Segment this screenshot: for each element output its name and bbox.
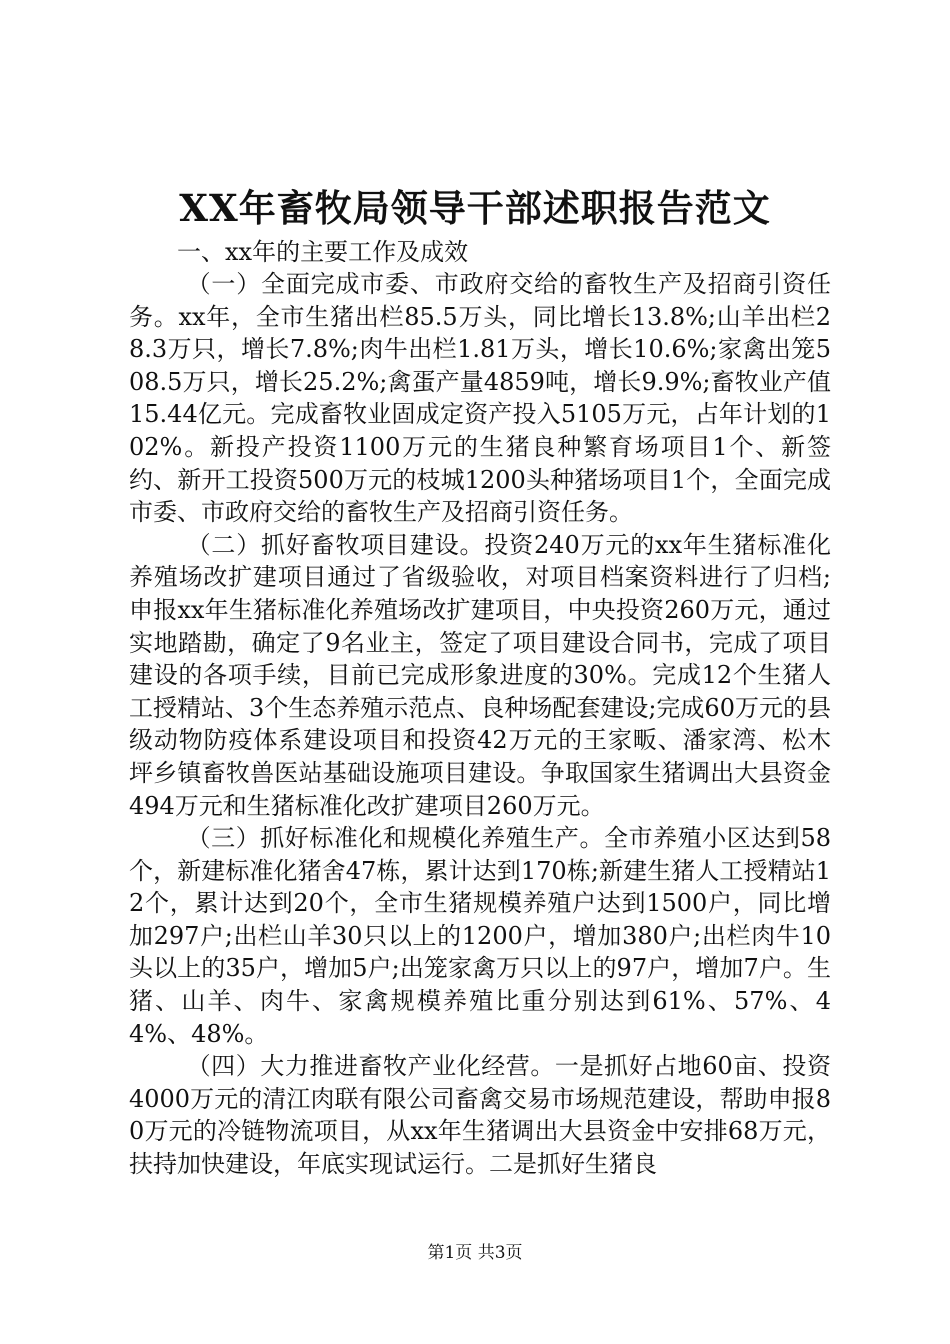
paragraph-1: （一）全面完成市委、市政府交给的畜牧生产及招商引资任务。xx年，全市生猪出栏85.5万头，同比增长13.8%;山羊出栏28.3万只，增长7.8%;肉牛出栏1.81万头，增长10.6%;家禽出笼508.5万只，增长25.2%;禽蛋产量4859吨，增长9.9%;畜牧业产值15.44亿元。完成畜牧业固成定资产投入5105万元，占年计划的102%。新投产投资1100万元的生猪良种繁育场项目1个、新签约、新开工投资500万元的枝城1200头种猪场项目1个，全面完成市委、市政府交给的畜牧生产及招商引资任务。 [129, 270, 831, 527]
page-footer: 第1页 共3页 [427, 1243, 523, 1263]
paragraph-2: （二）抓好畜牧项目建设。投资240万元的xx年生猪标准化养殖场改扩建项目通过了省级验收，对项目档案资料进行了归档;申报xx年生猪标准化养殖场改扩建项目，中央投资260万元，通过实地踏勘，确定了9名业主，签定了项目建设合同书，完成了项目建设的各项手续，目前已完成形象进度的30%。完成12个生猪人工授精站、3个生态养殖示范点、良种场配套建设;完成60万元的县级动物防疫体系建设项目和投资42万元的王家畈、潘家湾、松木坪乡镇畜牧兽医站基础设施项目建设。争取国家生猪调出大县资金494万元和生猪标准化改扩建项目260万元。 [129, 530, 831, 820]
paragraph-3: （三）抓好标准化和规模化养殖生产。全市养殖小区达到58个，新建标准化猪舍47栋，累计达到170栋;新建生猪人工授精站12个，累计达到20个，全市生猪规模养殖户达到1500户，同比增加297户;出栏山羊30只以上的1200户，增加380户;出栏肉牛10头以上的35户，增加5户;出笼家禽万只以上的97户，增加7户。生猪、山羊、肉牛、家禽规模养殖比重分别达到61%、57%、44%、48%。 [129, 824, 831, 1048]
paragraph-4: （四）大力推进畜牧产业化经营。一是抓好占地60亩、投资4000万元的清江肉联有限公司畜禽交易市场规范建设，帮助申报80万元的冷链物流项目，从xx年生猪调出大县资金中安排68万元，扶持加快建设，年底实现试运行。二是抓好生猪良 [129, 1052, 831, 1179]
document-body [129, 236, 831, 1181]
section-heading: 一、xx年的主要工作及成效 [177, 238, 469, 266]
document-title: XX年畜牧局领导干部述职报告范文 [179, 186, 771, 230]
